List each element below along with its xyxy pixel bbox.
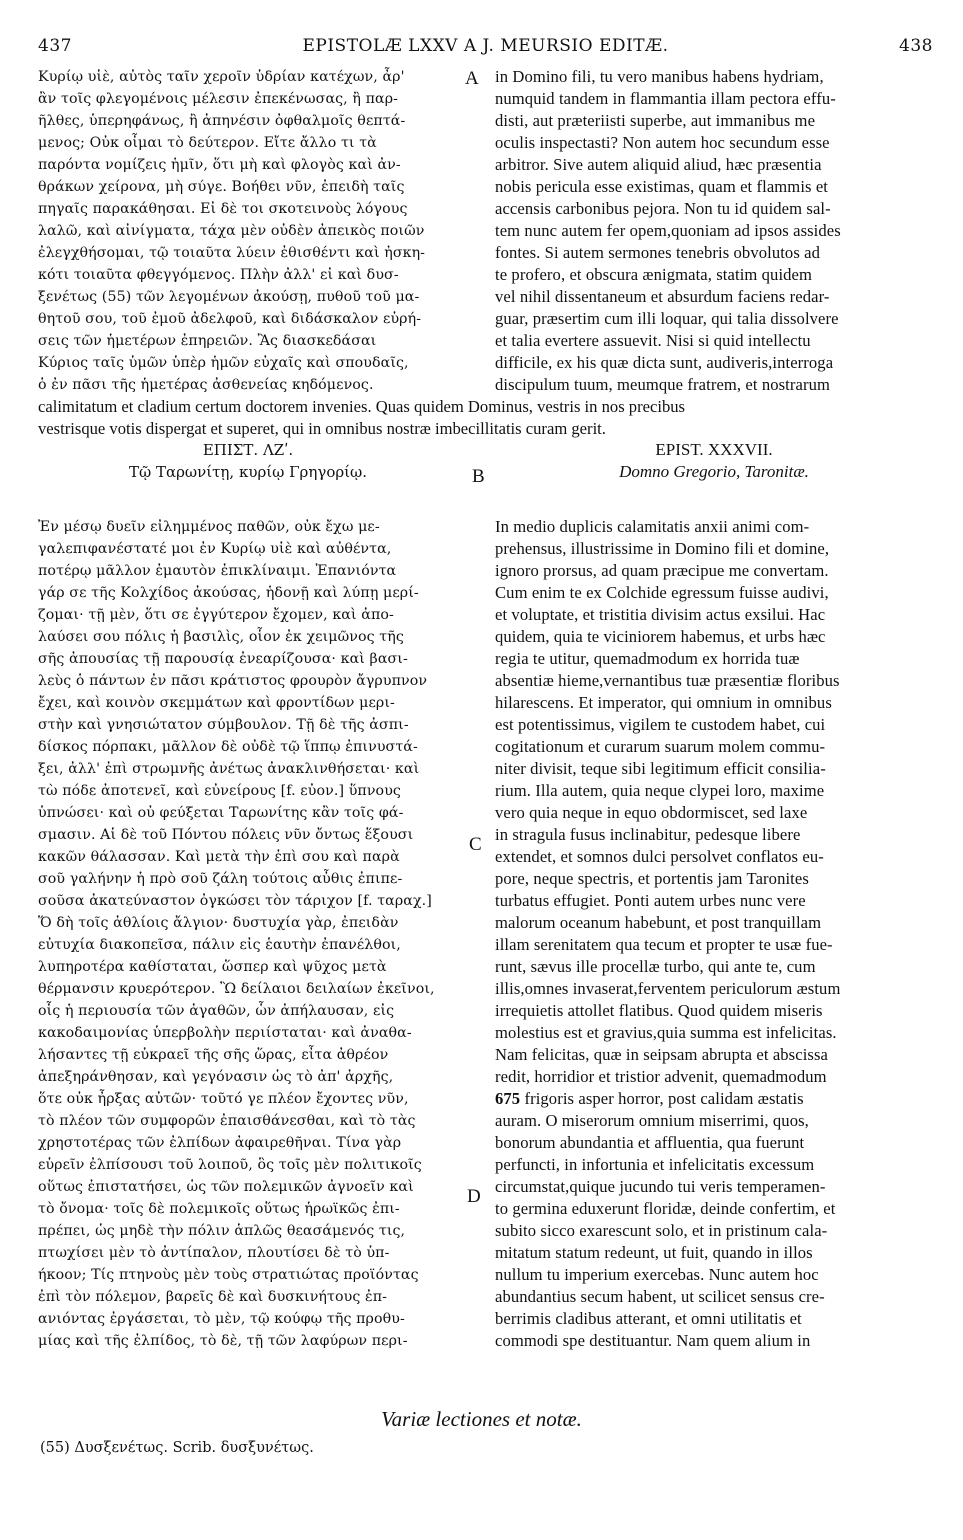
greek-line: εὑρεῖν ἐλπίσουσι τοῦ λοιποῦ, ὃς τοῖς μὲν πολιτικοῖς: [38, 1157, 422, 1173]
greek-line: Ὅ δὴ τοῖς ἀθλίοις ἄλγιον· δυστυχία γὰρ, ἐπειδὰν: [38, 915, 399, 931]
latin-line: Nam felicitas, quæ in seipsam abrupta et abscissa: [495, 1045, 828, 1064]
greek-line: κακοδαιμονίας ὑπερβολὴν περιίσταται· καὶ ἀναθα-: [38, 1025, 412, 1041]
greek-line: παρόντα νομίζεις ἡμῖν, ὅτι μὴ καὶ φλογὸς καὶ ἀν-: [38, 157, 401, 173]
latin-line: vero quia neque in equo obdormiscet, sed laxe: [495, 803, 808, 822]
greek-line: σῆς ἀπουσίας τῇ παρουσίᾳ ἐνεαρίζουσα· καὶ βασι-: [38, 651, 408, 667]
greek-line: κακῶν θάλασσαν. Καὶ μετὰ τὴν ἐπὶ σου καὶ παρὰ: [38, 849, 400, 865]
greek-line: κότι τοιαῦτα φθεγγόμενος. Πλὴν ἀλλ' εἰ καὶ δυσ-: [38, 267, 399, 283]
greek-column-top: [38, 66, 458, 396]
latin-line: est potentissimus, vigilem te custodem habet, cui: [495, 715, 826, 734]
greek-line: ήκοον; Τίς πτηνοὺς μὲν τοὺς στρατιώτας προϊόντας: [38, 1267, 419, 1283]
latin-line: irrequietis attollet flatibus. Quod quidem miseris: [495, 1001, 823, 1020]
greek-heading-block: [38, 440, 458, 484]
greek-line: πηγαῖς παρακάθησαι. Εἰ δὲ τοι σκοτεινοὺς λόγους: [38, 201, 408, 217]
latin-line: illis,omnes invaserat,ferventem periculorum æstum: [495, 979, 841, 998]
latin-line: vel nihil dissentaneum et absurdum faciens redar-: [495, 287, 830, 306]
greek-line: λαύσει σου πόλις ἡ βασιλὶς, οἷον ἐκ χειμῶνος τῆς: [38, 629, 404, 645]
greek-line: λεὺς ὁ πάντων ἐν πᾶσι κράτιστος φρουρὸν ἄγρυπνον: [38, 673, 428, 689]
latin-line: circumstat,quique jucundo tui veris temperamen-: [495, 1177, 826, 1196]
latin-line: mitatum statum redeunt, ut fuit, quando in illos: [495, 1243, 813, 1262]
page-number-right: 438: [899, 36, 933, 56]
full-width-line: calimitatum et cladium certum doctorem invenies. Quas quidem Dominus, vestris in nos precibus: [38, 397, 686, 416]
margin-letter-a: A: [465, 68, 479, 89]
latin-line: in stragula fusus inclinabitur, pedesque libere: [495, 825, 801, 844]
greek-line: ζομαι· τῇ μὲν, ὅτι σε ἐγγύτερον ἔχομεν, καὶ ἀπο-: [38, 607, 394, 623]
greek-line: ῆλθες, ὑπερηφάνως, ἢ ἀπηνέσιν ὀφθαλμοῖς θεπτά-: [38, 113, 406, 129]
page-number-left: 437: [38, 36, 72, 56]
greek-line: γαλεπιφανέστατέ μοι ἐν Κυρίῳ υἱὲ καὶ αὐθέντα,: [38, 541, 392, 557]
latin-line: et talia evertere assuevit. Nisi si quid intellectu: [495, 331, 811, 350]
greek-line: ποτέρῳ μᾶλλον ἐμαυτὸν ἐπικλίναιμι. Ἐπανιόντα: [38, 563, 397, 579]
latin-line: prehensus, illustrissime in Domino fili et domine,: [495, 539, 830, 558]
greek-line: Κυρίῳ υἱὲ, αὐτὸς ταῖν χεροῖν ὑδρίαν κατέχων, ἆρ': [38, 69, 405, 85]
greek-line: γάρ σε τῆς Κολχίδος ἀκούσας, ἡδονῇ καὶ λύπῃ μερί-: [38, 585, 419, 601]
latin-line: runt, sævus ille procellæ turbo, qui ante te, cum: [495, 957, 816, 976]
latin-line: niter divisit, teque sibi legitimum efficit consilia-: [495, 759, 826, 778]
latin-line: numquid tandem in flammantia illam pectora effu-: [495, 89, 836, 108]
latin-line: disti, aut præteriisti superbe, aut immanibus me: [495, 111, 816, 130]
greek-letter-heading: ΕΠΙΣΤ. ΛΖʹ.: [202, 441, 294, 459]
latin-line: difficile, ex his quæ dicta sunt, audiveris,interroga: [495, 353, 834, 372]
latin-line: In medio duplicis calamitatis anxii animi com-: [495, 517, 810, 536]
latin-line: rium. Illa autem, quia neque clypei loro, maxime: [495, 781, 825, 800]
greek-line: θέρμανσιν κρυερότερον. Ὢ δείλαιοι δειλαίων ἐκεῖνοι,: [38, 981, 435, 997]
latin-line: berrimis cladibus atterant, et omni utilitatis et: [495, 1309, 802, 1328]
margin-letter-d: D: [467, 1186, 481, 1207]
greek-line: σεις τῶν ἡμετέρων ἐπηρειῶν. Ἂς διασκεδάσαι: [38, 333, 377, 349]
greek-line: μενος; Οὐκ οἶμαι τὸ δεύτερον. Εἴτε ἄλλο τι τὰ: [38, 135, 377, 151]
latin-letter-heading: EPIST. XXXVII.: [655, 440, 773, 459]
latin-line: extendet, et somnos dulci persolvet conflatos eu-: [495, 847, 824, 866]
greek-line: τὼ πόδε ἀποτενεῖ, καὶ εὐνείρους [f. εὐον.] ὕπνους: [38, 783, 401, 799]
latin-line: hilarescens. Et imperator, qui omnium in omnibus: [495, 693, 832, 712]
latin-line: turbatus effugiet. Ponti autem urbes nunc vere: [495, 891, 806, 910]
latin-line: bonorum abundantia et affluentia, qua fuerunt: [495, 1133, 805, 1152]
latin-line: redit, horridior et tristior advenit, quemadmodum: [495, 1067, 827, 1086]
latin-heading-block: [495, 440, 933, 484]
latin-line: cogitationum et curarum suarum molem commu-: [495, 737, 826, 756]
latin-line: oculis inspectasti? Non autem hoc secundum esse: [495, 133, 830, 152]
latin-line: guar, præsertim cum illi loquar, qui talia dissolvere: [495, 309, 839, 328]
greek-line: δίσκος πόρπακι, μᾶλλον δὲ οὐδὲ τῷ ἵππῳ ἐπινυστά-: [38, 739, 418, 755]
latin-line: to germina eduxerunt floridæ, deinde confertim, et: [495, 1199, 836, 1218]
greek-line: σοῦ γαλήνην ἡ πρὸ σοῦ ζάλη τούτοις αὖθις ἐπιπε-: [38, 871, 403, 887]
latin-line: pore, neque spectris, et portentis jam Taronites: [495, 869, 809, 888]
latin-line: quidem, quia te viciniorem habemus, et urbs hæc: [495, 627, 826, 646]
margin-letter-c: C: [469, 834, 482, 855]
greek-line: οὕτως ἐπιστατήσει, ὡς τῶν πολεμικῶν ἀγνοεῖν καὶ: [38, 1179, 414, 1195]
greek-line: λήσαντες τῇ εὐκραεῖ τῆς σῆς ὥρας, εἶτα ἀθρέον: [38, 1047, 389, 1063]
latin-line: malorum oceanum habebunt, et post tranquillam: [495, 913, 822, 932]
greek-line: Ἐν μέσῳ δυεῖν εἰλημμένος παθῶν, οὐκ ἔχω με-: [38, 519, 380, 535]
greek-line: Κύριος ταῖς ὑμῶν ὑπὲρ ἡμῶν εὐχαῖς καὶ σπουδαῖς,: [38, 355, 409, 371]
greek-line: σμασιν. Αἱ δὲ τοῦ Πόντου πόλεις νῦν ὄντως ἕξουσι: [38, 827, 414, 843]
latin-line: accensis carbonibus pejora. Non tu id quidem sal-: [495, 199, 831, 218]
running-header: [38, 36, 933, 58]
greek-line: ανιόντας ἐργάσεται, τὸ μὲν, τῷ κούφῳ τῆς προθυ-: [38, 1311, 405, 1327]
latin-line: commodi spe destituantur. Nam quem alium in: [495, 1331, 811, 1350]
latin-line: te profero, et obscura ænigmata, statim quidem: [495, 265, 813, 284]
running-title: EPISTOLÆ LXXV A J. MEURSIO EDITÆ.: [302, 36, 669, 56]
greek-line: ξει, ἀλλ' ἐπὶ στρωμνῆς ἀνέτως ἀνακλινθήσεται· καὶ: [38, 761, 420, 777]
latin-line: illam serenitatem qua tecum et propter te usæ fue-: [495, 935, 833, 954]
latin-line: discipulum tuum, meumque fratrem, et nostrarum: [495, 375, 831, 394]
greek-line: ὑπνώσει· καὶ οὐ φεύξεται Ταρωνίτης κἂν τοῖς φά-: [38, 805, 404, 821]
greek-line: ἀπεξηράνθησαν, καὶ γεγόνασιν ὡς τὸ ἀπ' ἀρχῆς,: [38, 1069, 394, 1085]
margin-letter-b: B: [472, 466, 485, 487]
greek-line: πρέπει, ὡς μηδὲ τὴν πόλιν ἁπλῶς θεασάμενός τις,: [38, 1223, 406, 1239]
latin-line: ignoro prorsus, ad quam præcipue me convertam.: [495, 561, 829, 580]
greek-line: εὐτυχία διακοπεῖσα, πάλιν εἰς ἑαυτὴν ἐπανέλθοι,: [38, 937, 401, 953]
greek-line: τὸ ὄνομα· τοῖς δὲ πολεμικοῖς οὕτως ἡρωϊκῶς ἐπι-: [38, 1201, 400, 1217]
greek-line: σοῦσα ἀκατεύναστον ὀγκώσει τὸν τάριχον [f. ταραχ.]: [38, 893, 432, 909]
latin-line: arbitror. Sive autem aliquid aliud, hæc præsentia: [495, 155, 822, 174]
latin-line: abundantius secum habent, ut scilicet sensus cre-: [495, 1287, 825, 1306]
latin-line: molestius est et gravius,quia summa est infelicitas.: [495, 1023, 837, 1042]
full-width-paragraph: [38, 396, 931, 440]
column-reference-number: 675: [495, 1089, 525, 1108]
greek-line: ὁ ἐν πᾶσι τῆς ἡμετέρας ἀσθενείας κηδόμενος.: [38, 377, 374, 393]
greek-column-body: [38, 516, 458, 1352]
latin-line: in Domino fili, tu vero manibus habens hydriam,: [495, 67, 824, 86]
latin-line: tem nunc autem fer opem,quoniam ad ipsos assides: [495, 221, 841, 240]
greek-line: τὸ πλέον τῶν συμφορῶν ἐπαισθάνεσθαι, καὶ τὸ τὰς: [38, 1113, 416, 1129]
greek-line: λαλῶ, καὶ αἰνίγματα, τάχα μὲν οὐδὲν ἀπεικὸς ποιῶν: [38, 223, 425, 239]
latin-column-body: [495, 516, 933, 1352]
greek-line: ἐπὶ τὸν πόλεμον, βαρεῖς δὲ καὶ δυσκινήτους ἐπ-: [38, 1289, 388, 1305]
latin-line: auram. O miserorum omnium miserrimi, quos,: [495, 1111, 809, 1130]
note-55: (55) Δυσξενέτως. Scrib. δυσξυνέτως.: [40, 1440, 314, 1456]
greek-line: ὅτε οὐκ ἦρξας αὐτῶν· τοῦτό γε πλέον ἔχοντες νῦν,: [38, 1091, 409, 1107]
latin-line: subito sicco exarescunt solo, et in pristinum cala-: [495, 1221, 828, 1240]
greek-line: ἔχει, καὶ κοινὸν σκεμμάτων καὶ φροντίδων μερι-: [38, 695, 395, 711]
greek-line: μίας καὶ τῆς ἐλπίδος, τὸ δὲ, τῇ τῶν λαφύρων περι-: [38, 1333, 408, 1349]
latin-line: perfuncti, in infortunia et infelicitatis excessum: [495, 1155, 815, 1174]
greek-line: ἂν τοῖς φλεγομένοις μέλεσιν ἐπεκένωσας, ἢ παρ-: [38, 91, 399, 107]
latin-line: 675 frigoris asper horror, post calidam æstatis: [495, 1089, 804, 1108]
greek-line: οἷς ἡ περιουσία τῶν ἀγαθῶν, ὧν ἀπήλαυσαν, εἰς: [38, 1003, 395, 1019]
greek-line: θράκων χείρονα, μὴ σύγε. Βοήθει νῦν, ἐπειδὴ ταῖς: [38, 179, 405, 195]
greek-line: ξενέτως (55) τῶν λεγομένων ἀκούσῃ, πυθοῦ τοῦ μα-: [38, 289, 420, 305]
latin-line: nobis pericula esse existimas, quam et flammis et: [495, 177, 829, 196]
greek-line: στὴν καὶ γνησιώτατον σύμβουλον. Τῇ δὲ τῆς ἀσπι-: [38, 717, 409, 733]
latin-line: et voluptate, et tristitia divisim actus exsilui. Hac: [495, 605, 826, 624]
latin-line: absentiæ hieme,vernantibus tuæ præsentiæ floribus: [495, 671, 840, 690]
latin-letter-addressee: Domno Gregorio, Taronitæ.: [619, 462, 809, 481]
greek-line: χρηστοτέρας τῶν ἐλπίδων ἀφαιρεθῆναι. Τίνα γὰρ: [38, 1135, 402, 1151]
greek-line: πτωχίσει μὲν τὸ ἀντίπαλον, πλουτίσει δὲ τὸ ὑπ-: [38, 1245, 390, 1261]
notes-title: Variæ lectiones et notæ.: [381, 1407, 582, 1431]
greek-letter-addressee: Τῷ Ταρωνίτῃ, κυρίῳ Γρηγορίῳ.: [128, 463, 368, 481]
latin-column-top: [495, 66, 933, 396]
greek-line: λυπηροτέρα καθίσταται, ὥσπερ καὶ ψῦχος μετὰ: [38, 959, 387, 975]
latin-line: regia te utitur, quemadmodum ex horrida tuæ: [495, 649, 800, 668]
greek-line: θητοῦ σου, τοῦ ἐμοῦ ἀδελφοῦ, καὶ διδάσκαλον εὑρή-: [38, 311, 422, 327]
latin-line: nullum tu imperium exercebas. Nunc autem hoc: [495, 1265, 819, 1284]
greek-line: ἐλεγχθήσομαι, τῷ τοιαῦτα λύειν ἐθισθέντι καὶ ἠσκη-: [38, 245, 426, 261]
latin-line: fontes. Si autem sermones tenebris obvolutos ad: [495, 243, 820, 262]
latin-line: Cum enim te ex Colchide egressum fuisse audivi,: [495, 583, 829, 602]
full-width-line: vestrisque votis dispergat et superet, qui in omnibus nostræ imbecillitatis curam gerit.: [38, 419, 606, 438]
